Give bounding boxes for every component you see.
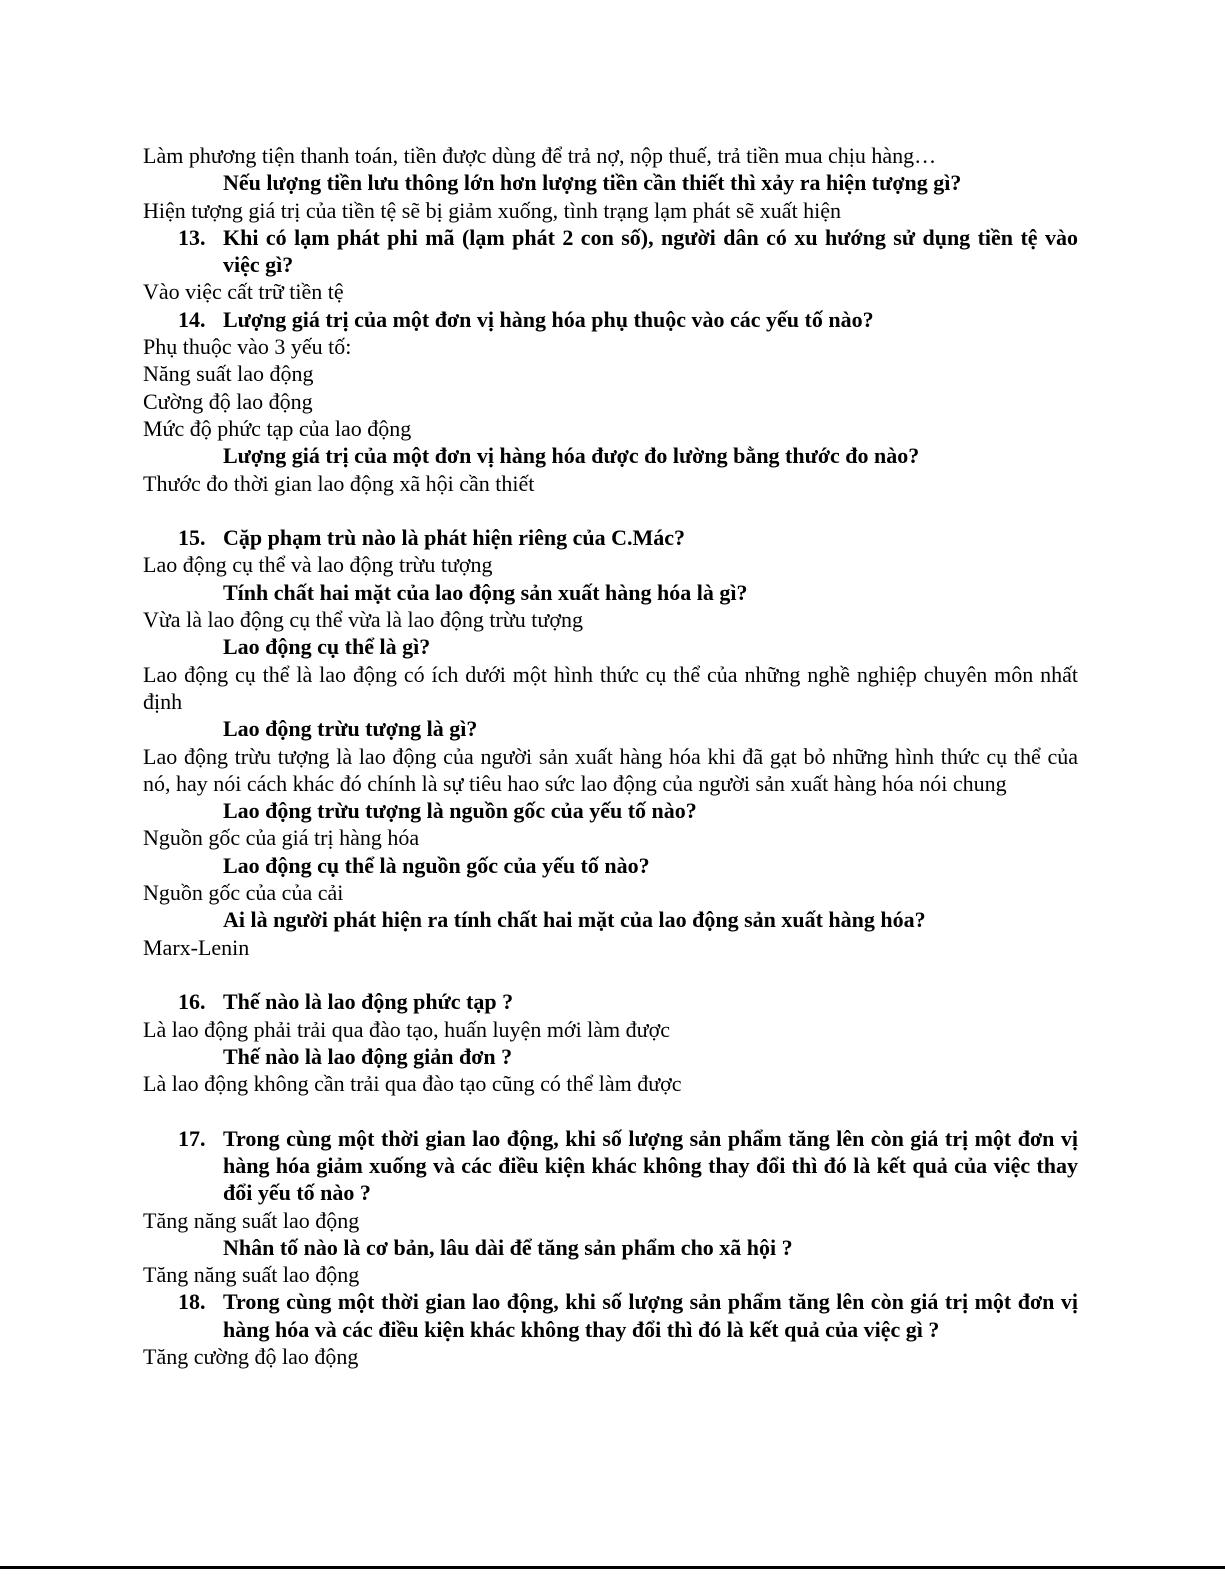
answer-text: Vừa là lao động cụ thể vừa là lao động trừu tượng <box>143 607 583 633</box>
sub-question: Lượng giá trị của một đơn vị hàng hóa được đo lường bằng thước đo nào? <box>223 443 920 469</box>
answer-text: Lao động cụ thể là lao động có ích dưới một hình thức cụ thể của những nghề nghiệp chuyên môn nhất định <box>143 661 1078 714</box>
question-text: Khi có lạm phát phi mã (lạm phát 2 con số), người dân có xu hướng sử dụng tiền tệ vào việc gì? <box>223 224 1078 278</box>
answer-text: Là lao động không cần trải qua đào tạo cũng có thể làm được <box>143 1071 682 1097</box>
question-number: 17. <box>178 1125 206 1151</box>
question-text: Trong cùng một thời gian lao động, khi số lượng sản phẩm tăng lên còn giá trị một đơn vị hàng hóa và các điều kiện khác không thay đổi thì đó là kết quả của việc gì ? <box>223 1289 1078 1342</box>
answer-text: Phụ thuộc vào 3 yếu tố: <box>143 334 352 360</box>
sub-question: Lao động trừu tượng là gì? <box>223 716 478 742</box>
answer-text: Làm phương tiện thanh toán, tiền được dùng để trả nợ, nộp thuế, trả tiền mua chịu hàng… <box>143 143 937 168</box>
numbered-question <box>143 224 1078 279</box>
answer-text: Thước đo thời gian lao động xã hội cần thiết <box>143 470 535 496</box>
question-number: 15. <box>178 525 206 551</box>
numbered-question <box>143 306 1078 333</box>
answer-text: Marx-Lenin <box>143 934 250 960</box>
document-page <box>143 142 1078 1370</box>
answer-text: Tăng năng suất lao động <box>143 1262 360 1288</box>
sub-question: Thế nào là lao động giản đơn ? <box>223 1043 513 1069</box>
question-number: 16. <box>178 989 206 1015</box>
question-text: Thế nào là lao động phức tạp ? <box>223 989 514 1015</box>
numbered-question <box>143 1125 1078 1207</box>
sub-question: Lao động cụ thể là gì? <box>223 634 431 660</box>
answer-text: Nguồn gốc của giá trị hàng hóa <box>143 825 420 851</box>
answer-text: Là lao động phải trải qua đào tạo, huấn luyện mới làm được <box>143 1016 670 1042</box>
sub-question: Ai là người phát hiện ra tính chất hai mặt của lao động sản xuất hàng hóa? <box>223 907 926 933</box>
numbered-question <box>143 1288 1078 1343</box>
question-number: 14. <box>178 306 206 332</box>
blank-line <box>143 1097 1078 1124</box>
blank-line <box>143 497 1078 524</box>
answer-text: Lao động trừu tượng là lao động của người sản xuất hàng hóa khi đã gạt bỏ những hình thức cụ thể của nó, hay nói cách khác đó chính là sự tiêu hao sức lao động của người sản xuất hàng hóa nói chung <box>143 743 1078 796</box>
answer-text: Năng suất lao động <box>143 361 314 387</box>
sub-question: Tính chất hai mặt của lao động sản xuất hàng hóa là gì? <box>223 579 748 605</box>
answer-text: Lao động cụ thể và lao động trừu tượng <box>143 552 493 578</box>
answer-text: Hiện tượng giá trị của tiền tệ sẽ bị giảm xuống, tình trạng lạm phát sẽ xuất hiện <box>143 197 842 223</box>
sub-question: Lao động cụ thể là nguồn gốc của yếu tố nào? <box>223 852 650 878</box>
sub-question: Lao động trừu tượng là nguồn gốc của yếu tố nào? <box>223 798 697 824</box>
answer-text: Cường độ lao động <box>143 388 313 414</box>
question-text: Lượng giá trị của một đơn vị hàng hóa phụ thuộc vào các yếu tố nào? <box>223 306 874 332</box>
sub-question: Nhân tố nào là cơ bản, lâu dài để tăng sản phẩm cho xã hội ? <box>223 1234 793 1260</box>
answer-text: Nguồn gốc của của cải <box>143 880 344 906</box>
blank-line <box>143 961 1078 988</box>
question-text: Trong cùng một thời gian lao động, khi số lượng sản phẩm tăng lên còn giá trị một đơn vị hàng hóa giảm xuống và các điều kiện khác không thay đổi thì đó là kết quả của việc thay đổi yếu tố nào ? <box>223 1125 1078 1206</box>
answer-text: Tăng năng suất lao động <box>143 1207 360 1233</box>
answer-text: Vào việc cất trữ tiền tệ <box>143 279 344 305</box>
question-text: Cặp phạm trù nào là phát hiện riêng của C.Mác? <box>223 525 686 551</box>
question-number: 18. <box>178 1289 206 1315</box>
numbered-question <box>143 988 1078 1015</box>
sub-question: Nếu lượng tiền lưu thông lớn hơn lượng tiền cần thiết thì xảy ra hiện tượng gì? <box>223 170 962 196</box>
question-number: 13. <box>178 224 206 250</box>
page-bottom-rule <box>0 1566 1225 1569</box>
answer-text: Tăng cường độ lao động <box>143 1344 359 1370</box>
numbered-question <box>143 524 1078 551</box>
answer-text: Mức độ phức tạp của lao động <box>143 415 412 441</box>
